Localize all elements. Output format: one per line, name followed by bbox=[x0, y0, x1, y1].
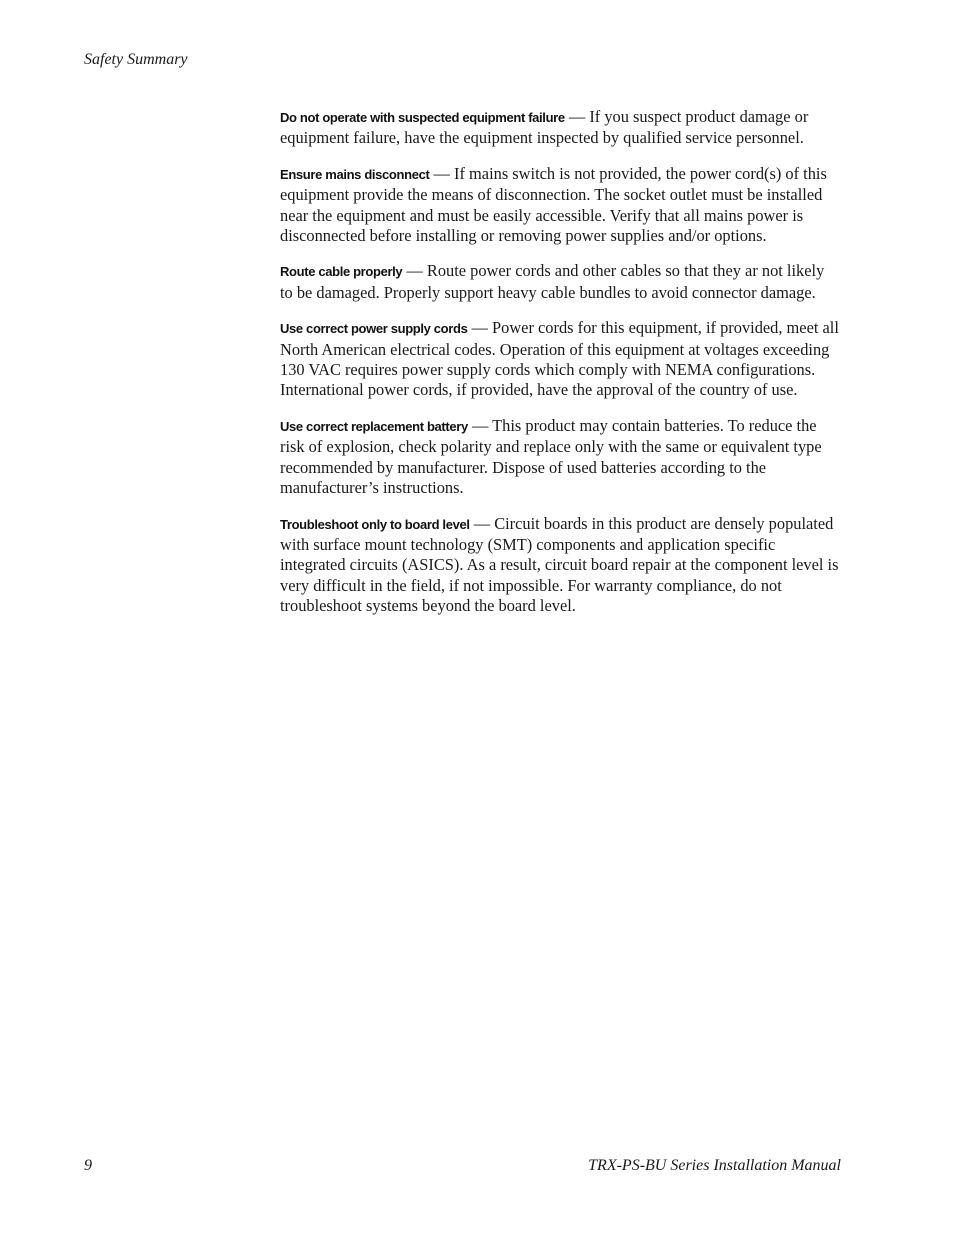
paragraph-body: — This product may contain batteries. To reduce the risk of explosion, check polarity and replace only with the same or equivalent type recommended by manufacturer. Dispose of used batteries according to the manufacturer’s instructions. bbox=[280, 415, 822, 498]
safety-paragraph-equipment-failure bbox=[280, 107, 840, 149]
safety-content bbox=[280, 107, 840, 632]
running-header: Safety Summary bbox=[84, 51, 188, 68]
paragraph-lead: Ensure mains disconnect bbox=[280, 166, 430, 182]
safety-paragraph-battery bbox=[280, 416, 840, 499]
paragraph-lead: Use correct replacement battery bbox=[280, 418, 468, 434]
paragraph-body: — Power cords for this equipment, if provided, meet all North American electrical codes. Operation of this equipment at voltages exceeding 130 VAC requires power supply cords which comply with NEMA configurations. International power cords, if provided, have the approval of the country of use. bbox=[280, 318, 839, 400]
paragraph-body: — If mains switch is not provided, the power cord(s) of this equipment provide the means of disconnection. The socket outlet must be installed near the equipment and must be easily accessible. Verify that all mains power is disconnected before installing or removing power supplies and/or options. bbox=[280, 163, 827, 246]
paragraph-body: — Circuit boards in this product are densely populated with surface mount technology (SMT) components and application specific integrated circuits (ASICS). As a result, circuit board repair at the component level is very difficult in the field, if not impossible. For warranty compliance, do not troubleshoot systems beyond the board level. bbox=[280, 513, 839, 616]
paragraph-lead: Troubleshoot only to board level bbox=[280, 516, 470, 532]
safety-paragraph-route-cable bbox=[280, 261, 840, 303]
page-number: 9 bbox=[84, 1157, 92, 1174]
safety-paragraph-power-cords bbox=[280, 318, 840, 401]
paragraph-body: — Route power cords and other cables so that they ar not likely to be damaged. Properly support heavy cable bundles to avoid connector damage. bbox=[280, 261, 825, 302]
paragraph-lead: Route cable properly bbox=[280, 264, 403, 280]
manual-title: TRX-PS-BU Series Installation Manual bbox=[588, 1157, 841, 1174]
paragraph-body: — If you suspect product damage or equipment failure, have the equipment inspected by qualified service personnel. bbox=[280, 107, 809, 148]
safety-paragraph-mains-disconnect bbox=[280, 164, 840, 247]
paragraph-lead: Do not operate with suspected equipment failure bbox=[280, 110, 565, 125]
paragraph-lead: Use correct power supply cords bbox=[280, 321, 468, 337]
safety-paragraph-troubleshoot bbox=[280, 514, 840, 617]
